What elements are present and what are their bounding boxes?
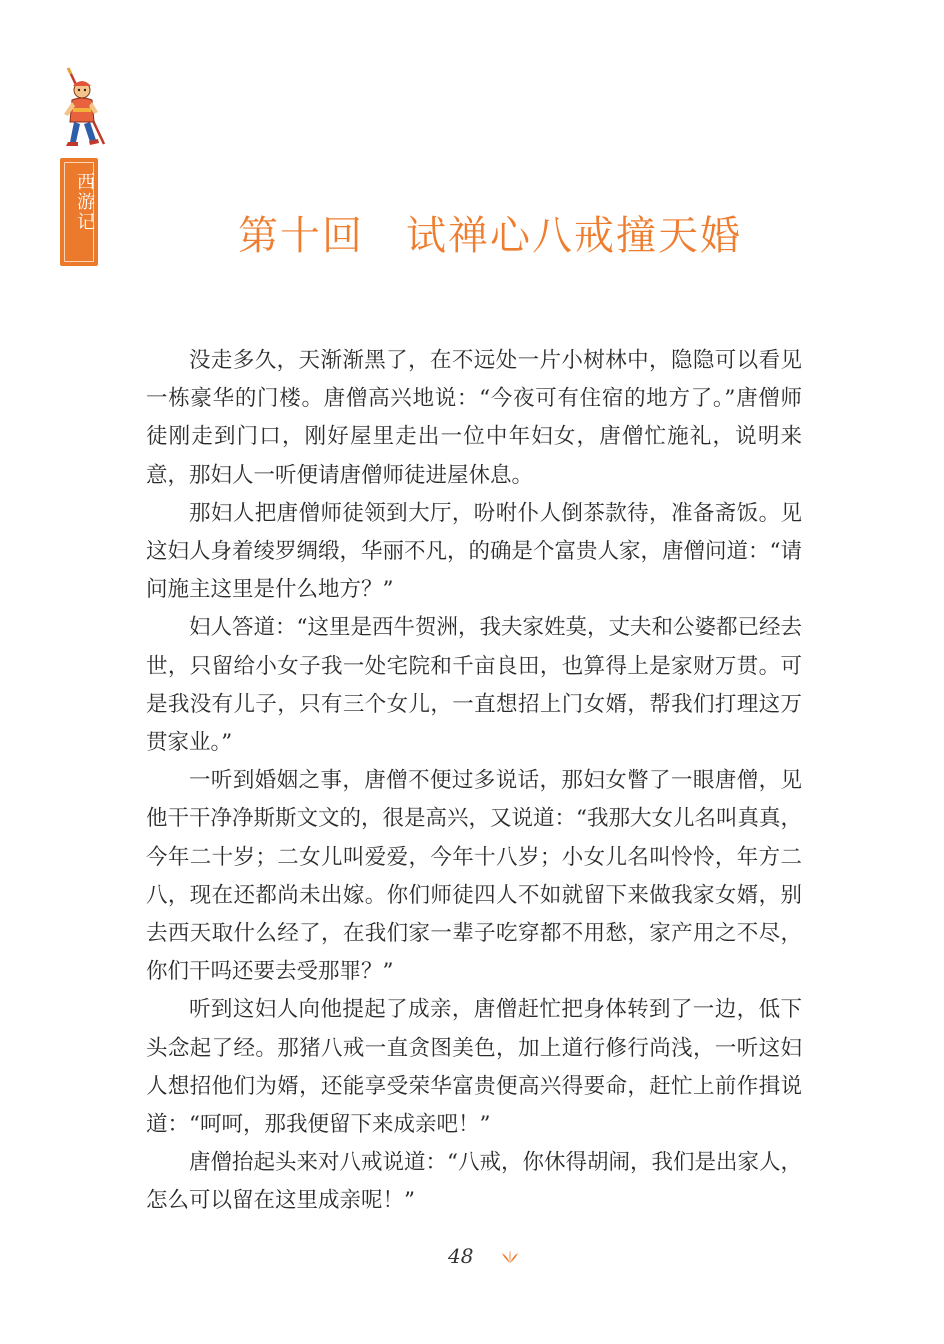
leaf-ornament-icon (500, 1248, 520, 1264)
paragraph: 没走多久，天渐渐黑了，在不远处一片小树林中，隐隐可以看见一栋豪华的门楼。唐僧高兴地说：“今夜可有住宿的地方了。”唐僧师徒刚走到门口，刚好屋里走出一位中年妇女，唐僧忙施礼，说明来意，那妇人一听便请唐僧师徒进屋休息。 (146, 348, 802, 488)
paragraph: 唐僧抬起头来对八戒说道：“八戒，你休得胡闹，我们是出家人，怎么可以留在这里成亲呢！” (146, 1150, 802, 1214)
paragraph: 一听到婚姻之事，唐僧不便过多说话，那妇女瞥了一眼唐僧，见他干干净净斯斯文文的，很是高兴，又说道：“我那大女儿名叫真真，今年二十岁；二女儿叫爱爱，今年十八岁；小女儿名叫怜怜，年方二八，现在还都尚未出嫁。你们师徒四人不如就留下来做我家女婿，别去西天取什么经了，在我们家一辈子吃穿都不用愁，家产用之不尽，你们干吗还要去受那罪？” (146, 768, 802, 985)
book-title-tab (60, 158, 98, 266)
book-title: 西游记 (74, 172, 95, 232)
monkey-king-figure-icon (52, 66, 114, 156)
chapter-title: 第十回 试禅心八戒撞天婚 (238, 213, 742, 259)
paragraph: 妇人答道：“这里是西牛贺洲，我夫家姓莫，丈夫和公婆都已经去世，只留给小女子我一处宅院和千亩良田，也算得上是家财万贯。可是我没有儿子，只有三个女儿，一直想招上门女婿，帮我们打理这万贯家业。” (146, 615, 802, 756)
page-number: 48 (448, 1244, 474, 1268)
paragraph: 那妇人把唐僧师徒领到大厅，吩咐仆人倒茶款待，准备斋饭。见这妇人身着绫罗绸缎，华丽不凡，的确是个富贵人家，唐僧问道：“请问施主这里是什么地方？” (146, 500, 802, 603)
body-text (146, 342, 802, 1221)
paragraph: 听到这妇人向他提起了成亲，唐僧赶忙把身体转到了一边，低下头念起了经。那猪八戒一直贪图美色，加上道行修行尚浅，一听这妇人想招他们为婿，还能享受荣华富贵便高兴得要命，赶忙上前作揖说道：“呵呵，那我便留下来成亲吧！” (146, 997, 802, 1138)
